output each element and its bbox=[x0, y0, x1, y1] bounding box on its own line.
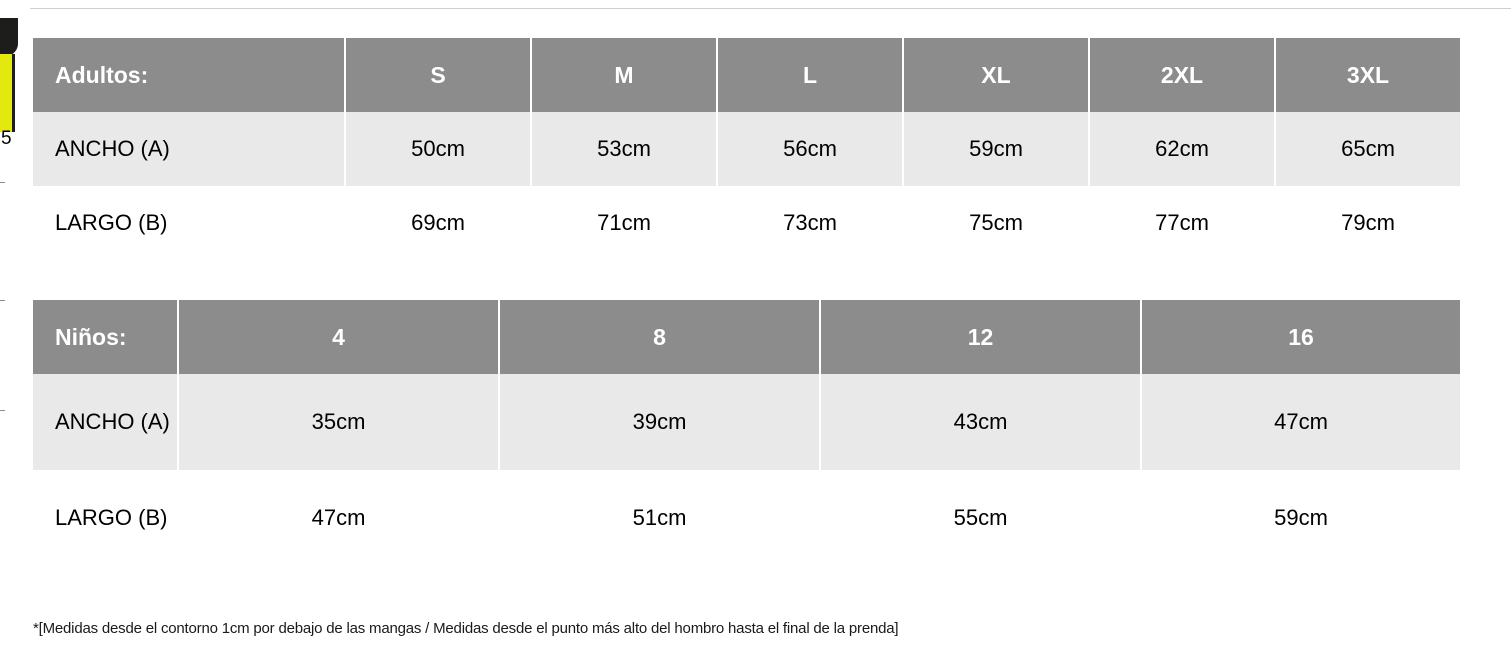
table-row bbox=[33, 374, 1460, 470]
adults-ancho-2xl: 62cm bbox=[1089, 112, 1275, 186]
kids-header-8: 8 bbox=[499, 300, 820, 374]
adults-header-s: S bbox=[345, 38, 531, 112]
table-row bbox=[33, 112, 1460, 186]
adults-ancho-s: 50cm bbox=[345, 112, 531, 186]
kids-ancho-12: 43cm bbox=[820, 374, 1141, 470]
adults-row-ancho-label: ANCHO (A) bbox=[33, 112, 345, 186]
adults-header-xl: XL bbox=[903, 38, 1089, 112]
measurement-label-5: 5 bbox=[1, 128, 12, 149]
adults-largo-s: 69cm bbox=[345, 186, 531, 260]
garment-illustration bbox=[0, 18, 18, 138]
kids-largo-16: 59cm bbox=[1141, 470, 1460, 566]
measurement-tick bbox=[0, 410, 5, 411]
kids-header-12: 12 bbox=[820, 300, 1141, 374]
top-divider bbox=[30, 8, 1511, 9]
kids-header-16: 16 bbox=[1141, 300, 1460, 374]
kids-ancho-16: 47cm bbox=[1141, 374, 1460, 470]
kids-ancho-8: 39cm bbox=[499, 374, 820, 470]
measurement-footnote: *[Medidas desde el contorno 1cm por debajo de las mangas / Medidas desde el punto más alto del hombro hasta el final de la prenda] bbox=[33, 620, 899, 637]
adults-header-2xl: 2XL bbox=[1089, 38, 1275, 112]
adults-header-3xl: 3XL bbox=[1275, 38, 1460, 112]
adults-largo-2xl: 77cm bbox=[1089, 186, 1275, 260]
kids-largo-12: 55cm bbox=[820, 470, 1141, 566]
adults-largo-m: 71cm bbox=[531, 186, 717, 260]
adults-largo-3xl: 79cm bbox=[1275, 186, 1460, 260]
adults-ancho-xl: 59cm bbox=[903, 112, 1089, 186]
adults-size-table bbox=[33, 38, 1460, 260]
garment-edge-shape bbox=[12, 54, 15, 132]
kids-largo-4: 47cm bbox=[178, 470, 499, 566]
adults-header-l: L bbox=[717, 38, 903, 112]
kids-header-row bbox=[33, 300, 1460, 374]
kids-size-table bbox=[33, 300, 1460, 566]
garment-shoulder-shape bbox=[0, 18, 18, 58]
adults-largo-l: 73cm bbox=[717, 186, 903, 260]
adults-header-m: M bbox=[531, 38, 717, 112]
kids-row-largo-label: LARGO (B) bbox=[33, 470, 178, 566]
adults-header-title: Adultos: bbox=[33, 38, 345, 112]
measurement-tick bbox=[0, 182, 5, 183]
adults-ancho-m: 53cm bbox=[531, 112, 717, 186]
table-row bbox=[33, 470, 1460, 566]
measurement-tick bbox=[0, 300, 5, 301]
adults-header-row bbox=[33, 38, 1460, 112]
kids-largo-8: 51cm bbox=[499, 470, 820, 566]
kids-row-ancho-label: ANCHO (A) bbox=[33, 374, 178, 470]
kids-header-title: Niños: bbox=[33, 300, 178, 374]
kids-ancho-4: 35cm bbox=[178, 374, 499, 470]
adults-ancho-l: 56cm bbox=[717, 112, 903, 186]
adults-ancho-3xl: 65cm bbox=[1275, 112, 1460, 186]
kids-header-4: 4 bbox=[178, 300, 499, 374]
table-row bbox=[33, 186, 1460, 260]
adults-row-largo-label: LARGO (B) bbox=[33, 186, 345, 260]
adults-largo-xl: 75cm bbox=[903, 186, 1089, 260]
